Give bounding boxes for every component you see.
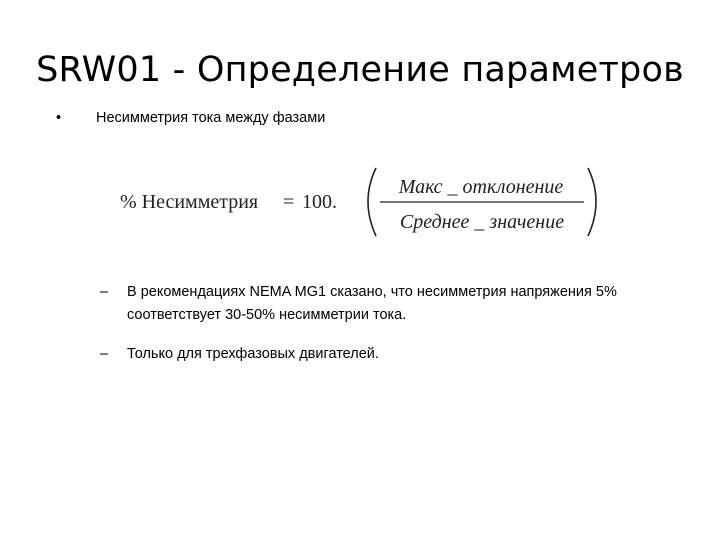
sub-bullet-text: Только для трехфазовых двигателей. bbox=[127, 346, 379, 362]
formula-denominator: Среднее _ значение bbox=[399, 211, 565, 233]
sub-bullet-item bbox=[100, 281, 700, 327]
formula-numerator: Макс _ отклонение bbox=[398, 176, 564, 198]
sub-bullet-marker: – bbox=[100, 346, 109, 362]
formula bbox=[118, 160, 618, 242]
left-parenthesis bbox=[368, 168, 376, 236]
bullet-text: Несимметрия тока между фазами bbox=[96, 110, 326, 126]
slide-title: SRW01 - Определение параметров bbox=[36, 50, 684, 90]
formula-equals: = bbox=[283, 191, 295, 213]
right-parenthesis bbox=[588, 168, 596, 236]
sub-bullet-marker: – bbox=[100, 284, 109, 300]
formula-lhs: % Несимметрия bbox=[120, 191, 259, 213]
sub-bullet-text: В рекомендациях NEMA MG1 сказано, что несимметрия напряжения 5% соответствует 30-50% несимметрии тока. bbox=[127, 284, 617, 323]
sub-bullet-item bbox=[100, 343, 700, 366]
bullet-item bbox=[56, 110, 325, 126]
formula-graphic bbox=[118, 160, 618, 242]
bullet-marker: • bbox=[56, 110, 62, 126]
formula-factor: 100. bbox=[302, 191, 337, 213]
